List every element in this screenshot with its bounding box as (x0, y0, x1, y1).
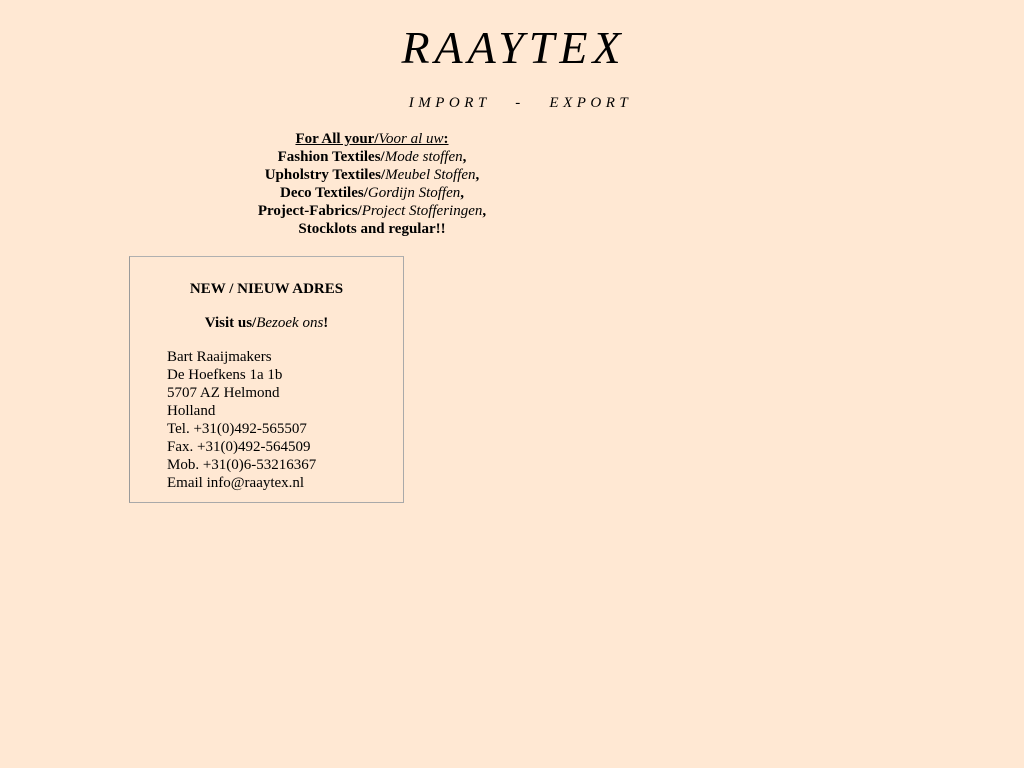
offer-item-en: Fashion Textiles/ (277, 149, 385, 165)
offer-item-fashion (200, 148, 544, 166)
contact-name: Bart Raaijmakers (167, 349, 272, 365)
tagline: IMPORT - EXPORT (408, 95, 633, 111)
visit-us-exclamation: ! (323, 315, 329, 331)
offer-intro-nl: Voor al uw (378, 131, 444, 147)
mobile: Mob. +31(0)6-53216367 (167, 457, 317, 473)
fax: Fax. +31(0)492-564509 (167, 439, 311, 455)
offer-list (200, 130, 544, 238)
offer-item-nl: Meubel Stoffen (385, 167, 476, 183)
visit-us (130, 314, 403, 332)
email: Email info@raaytex.nl (167, 475, 305, 491)
offer-item-en: Upholstry Textiles/ (264, 167, 386, 183)
visit-us-en: Visit us/ (204, 315, 257, 331)
offer-item-comma: , (460, 185, 464, 201)
offer-intro (200, 130, 544, 148)
street-address: De Hoefkens 1a 1b (167, 367, 283, 383)
offer-item-nl: Gordijn Stoffen (367, 185, 461, 201)
address-box (129, 256, 404, 503)
telephone: Tel. +31(0)492-565507 (167, 421, 307, 437)
offer-item-en: Project-Fabrics/ (257, 203, 362, 219)
visit-us-nl: Bezoek ons (256, 315, 324, 331)
offer-item-comma: , (462, 149, 467, 165)
offer-item-nl: Project Stofferingen (361, 203, 483, 219)
offer-item-project (200, 202, 544, 220)
postal-city: 5707 AZ Helmond (167, 385, 280, 401)
address-title: NEW / NIEUW ADRES (189, 281, 344, 297)
country: Holland (167, 403, 216, 419)
offer-item-upholstry (200, 166, 544, 184)
address-details (167, 348, 316, 492)
offer-intro-colon: : (443, 131, 449, 147)
offer-closing: Stocklots and regular!! (298, 221, 446, 237)
offer-item-comma: , (482, 203, 487, 219)
offer-item-deco (200, 184, 544, 202)
offer-item-comma: , (475, 167, 480, 183)
offer-item-en: Deco Textiles/ (279, 185, 368, 201)
offer-item-nl: Mode stoffen (384, 149, 463, 165)
offer-intro-en: For All your/ (295, 131, 379, 147)
site-logo: RAAYTEX (401, 22, 626, 73)
